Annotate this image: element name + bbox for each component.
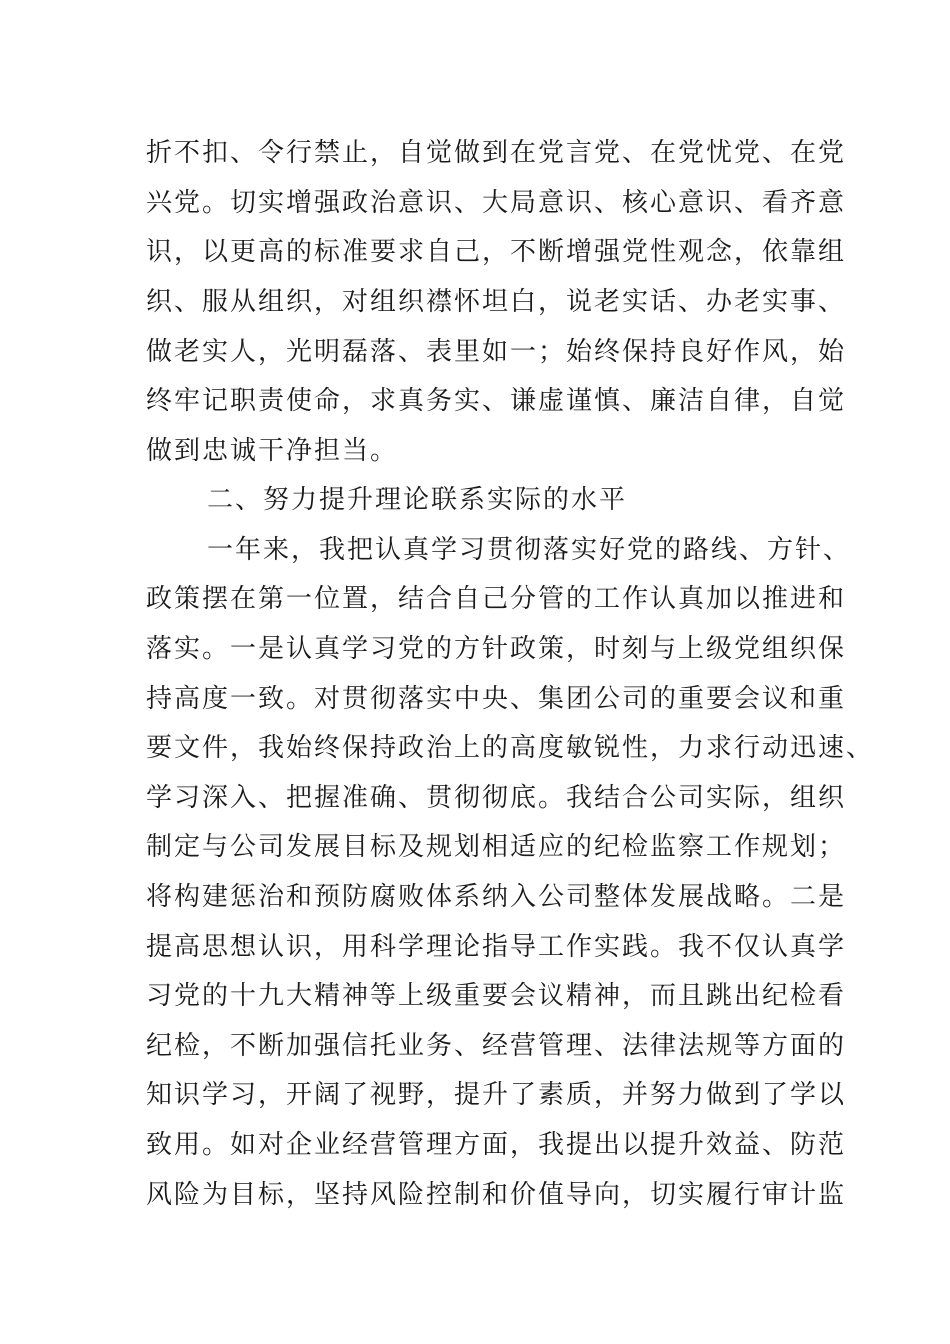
paragraph-line: 风险为目标，坚持风险控制和价值导向，切实履行审计监	[146, 1180, 847, 1210]
section-heading: 二、努力提升理论联系实际的水平	[207, 485, 628, 515]
paragraph-line: 识，以更高的标准要求自己，不断增强党性观念，依靠组	[146, 237, 847, 267]
paragraph-line: 提高思想认识，用科学理论指导工作实践。我不仅认真学	[146, 932, 847, 962]
paragraph-line: 做到忠诚干净担当。	[146, 436, 399, 466]
paragraph-line: 要文件，我始终保持政治上的高度敏锐性，力求行动迅速、	[146, 733, 875, 763]
paragraph-line: 一年来，我把认真学习贯彻落实好党的路线、方针、	[207, 535, 852, 565]
paragraph-line: 折不扣、令行禁止，自觉做到在党言党、在党忧党、在党	[146, 138, 847, 168]
paragraph-line: 终牢记职责使命，求真务实、谦虚谨慎、廉洁自律，自觉	[146, 386, 847, 416]
paragraph-line: 兴党。切实增强政治意识、大局意识、核心意识、看齐意	[146, 188, 847, 218]
paragraph-line: 政策摆在第一位置，结合自己分管的工作认真加以推进和	[146, 584, 847, 614]
paragraph-line: 制定与公司发展目标及规划相适应的纪检监察工作规划；	[146, 832, 847, 862]
paragraph-line: 织、服从组织，对组织襟怀坦白，说老实话、办老实事、	[146, 287, 847, 317]
paragraph-line: 纪检，不断加强信托业务、经营管理、法律法规等方面的	[146, 1031, 847, 1061]
paragraph-line: 学习深入、把握准确、贯彻彻底。我结合公司实际，组织	[146, 783, 847, 813]
paragraph-line: 致用。如对企业经营管理方面，我提出以提升效益、防范	[146, 1130, 847, 1160]
paragraph-line: 落实。一是认真学习党的方针政策，时刻与上级党组织保	[146, 634, 847, 664]
paragraph-line: 习党的十九大精神等上级重要会议精神，而且跳出纪检看	[146, 981, 847, 1011]
paragraph-line: 将构建惩治和预防腐败体系纳入公司整体发展战略。二是	[146, 882, 847, 912]
paragraph-line: 持高度一致。对贯彻落实中央、集团公司的重要会议和重	[146, 684, 847, 714]
paragraph-line: 做老实人，光明磊落、表里如一；始终保持良好作风，始	[146, 337, 847, 367]
paragraph-line: 知识学习，开阔了视野，提升了素质，并努力做到了学以	[146, 1080, 847, 1110]
